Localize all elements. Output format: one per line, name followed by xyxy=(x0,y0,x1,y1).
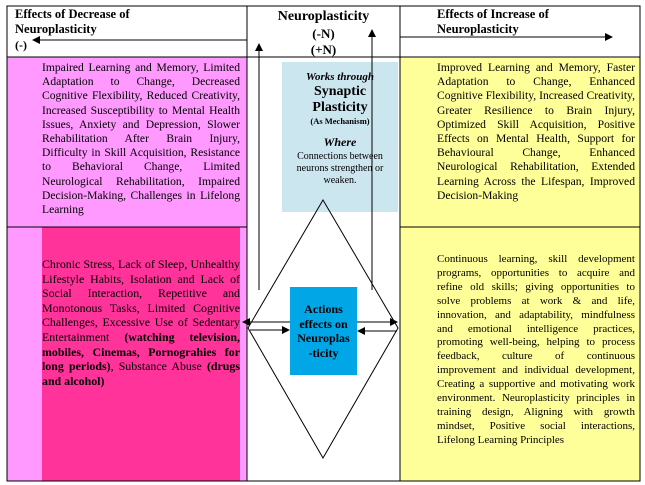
decrease-actions-bold: (watching television, mobiles, Cinemas, Pornograhies for long periods) xyxy=(42,329,240,374)
increase-effects-text: Improved Learning and Memory, Faster Adaptation to Change, Enhanced Cognitive Flexibility, Increased Creativity, Greater Resilience to Brain Injury, Optimized Skill Acquisition, Positive Effects on Mental Health, Support for Behavioural Change, Enhanced Neurological Rehabilitation, Extended Learning Across the Lifespan, Improved Decision-Making xyxy=(437,61,635,202)
decrease-header-sign: (-) xyxy=(15,38,27,52)
center-header xyxy=(247,8,400,58)
center-box-line2: effects on xyxy=(299,316,348,331)
decrease-actions-plain2: , Substance Abuse xyxy=(110,359,207,374)
center-header-minus: (-N) xyxy=(312,26,335,41)
decrease-actions-bold2: (drugs and alcohol) xyxy=(42,359,240,388)
center-header-plus: (+N) xyxy=(310,42,337,57)
center-box-line3: Neuroplas xyxy=(297,331,350,345)
mechanism-description: Connections between neurons strengthen or weaken. xyxy=(296,151,384,186)
mechanism-where: Where xyxy=(323,135,357,149)
center-header-title: Neuroplasticity xyxy=(277,9,370,24)
center-box-line1: Actions xyxy=(304,302,343,316)
decrease-actions-text xyxy=(42,257,240,388)
mechanism-works-through: Works through xyxy=(306,71,374,83)
center-box-line4: -ticity xyxy=(308,345,339,360)
increase-header-title: Effects of Increase of Neuroplasticity xyxy=(437,7,549,36)
increase-actions-text: Continuous learning, skill development programs, opportunities to acquire and refine old skills; giving opportunities to solve problems at work & and life, innovation, and adaptability, mindfulness and emotional intelligence practices, promoting well-being, helping to process feedback, culture of continuous improvement and individual development, Creating a supportive and motivating work environment. Neuroplasticity principles in training design, Aligning with growth mindset, Positive social interactions, Lifelong Learning Principles xyxy=(437,253,635,446)
center-action-box xyxy=(290,287,357,375)
decrease-effects-text: Impaired Learning and Memory, Limited Adaptation to Change, Decreased Cognitive Flexibility, Reduced Creativity, Increased Susceptibility to Mental Health Issues, Anxiety and Depression, Slower Rehabilitation After Brain Injury, Difficulty in Skill Acquisition, Resistance to Behavioral Change, Limited Neurological Rehabilitation, Impaired Decision-Making, Challenges in Lifelong Learning xyxy=(42,61,240,217)
mechanism-content xyxy=(282,70,398,187)
mechanism-title-line2: Plasticity xyxy=(312,100,368,115)
mechanism-title-line1: Synaptic xyxy=(313,84,367,99)
decrease-actions-plain: Chronic Stress, Lack of Sleep, Unhealthy Lifestyle Habits, Isolation and Lack of Social Interaction, Repetitive and Monotonous Tasks, Limited Cognitive Challenges, Excessive Use of Sedentary Entertainment xyxy=(42,257,240,344)
mechanism-subtitle: (As Mechanism) xyxy=(310,116,370,126)
decrease-header-title: Effects of Decrease of Neuroplasticity xyxy=(15,7,130,36)
